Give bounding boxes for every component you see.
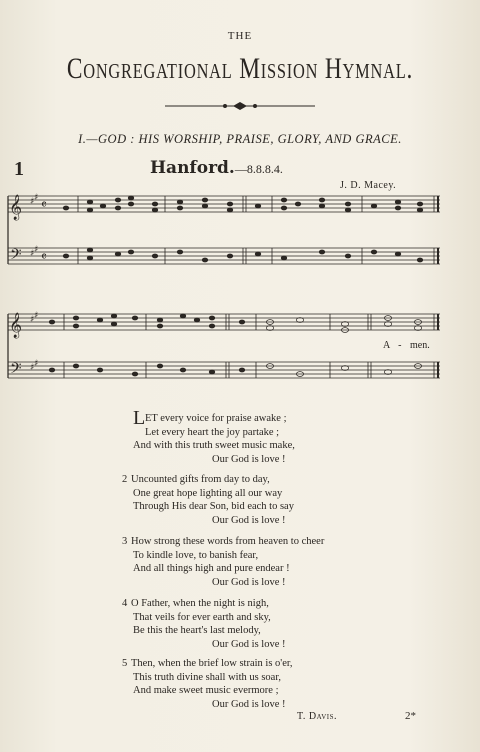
system-2 [8, 314, 440, 378]
svg-text:𝄞: 𝄞 [9, 195, 23, 220]
verse-line: How strong these words from heaven to cheer [131, 536, 325, 547]
verse-line: Our God is love ! [212, 454, 286, 466]
verse-line: And with this truth sweet music make, [133, 440, 295, 452]
verse-line: That veils for ever earth and sky, [133, 611, 271, 623]
svg-text:𝄞: 𝄞 [9, 313, 23, 338]
staff-treble-2 [8, 314, 440, 330]
svg-text:♯: ♯ [34, 359, 39, 369]
verse-line: And make sweet music evermore ; [133, 685, 279, 697]
section-heading: I.—GOD : HIS WORSHIP, PRAISE, GLORY, AND GRACE. [78, 132, 402, 146]
verse-line: Our God is love ! [212, 699, 286, 711]
verse-line: One great hope lighting all our way [133, 487, 283, 499]
page-number: 2* [405, 710, 416, 722]
text-author: T. Davis. [297, 711, 338, 722]
barlines-2 [64, 314, 438, 378]
svg-text:𝄴: 𝄴 [41, 250, 47, 265]
verse-number: 3 [122, 536, 128, 547]
composer: J. D. Macey. [340, 180, 397, 191]
svg-text:♯: ♯ [30, 363, 35, 373]
verse-line: Our God is love ! [212, 515, 286, 527]
svg-text:♯: ♯ [30, 249, 35, 259]
verse-line: Uncounted gifts from day to day, [131, 474, 270, 485]
verse-line: Let every heart the joy partake ; [145, 426, 280, 438]
verse-line: O Father, when the night is nigh, [131, 598, 269, 609]
svg-text:♯: ♯ [30, 197, 35, 207]
verse-line: Through His dear Son, bid each to say [133, 501, 294, 513]
tune-meter: —8.8.8.4. [234, 162, 283, 176]
svg-text:𝄢: 𝄢 [10, 246, 22, 267]
verse-line: Our God is love ! [212, 639, 286, 651]
svg-text:𝄴: 𝄴 [41, 198, 47, 213]
amen-lyric: A - men. [383, 340, 430, 351]
header-the: THE [227, 30, 253, 42]
verse-number: 2 [122, 474, 128, 485]
svg-text:𝄢: 𝄢 [10, 360, 22, 381]
verse-number: 4 [122, 598, 128, 609]
clefs-2 [9, 311, 38, 381]
verse-line: Our God is love ! [212, 577, 286, 589]
verse-line: This truth divine shall with us soar, [133, 671, 282, 683]
svg-text:♯: ♯ [34, 245, 39, 255]
svg-text:♯: ♯ [30, 315, 35, 325]
svg-text:♯: ♯ [34, 311, 39, 321]
tune-name: Hanford. [150, 158, 235, 178]
verse-line: ET every voice for praise awake ; [145, 413, 287, 424]
verse-line: To kindle love, to banish fear, [133, 549, 259, 561]
verse-line: Then, when the brief low strain is o'er, [131, 658, 293, 669]
staff-bass-2 [8, 362, 440, 378]
verse-number: 5 [122, 658, 128, 669]
drop-cap: L [133, 407, 146, 429]
notes-2 [49, 314, 421, 376]
verse-line: And all things high and pure endear ! [133, 563, 290, 575]
verse-line: Be this the heart's last melody, [133, 625, 261, 637]
svg-text:♯: ♯ [34, 193, 39, 203]
hymn-number: 1 [14, 158, 24, 180]
book-title: Congregational Mission Hymnal. [66, 52, 414, 85]
